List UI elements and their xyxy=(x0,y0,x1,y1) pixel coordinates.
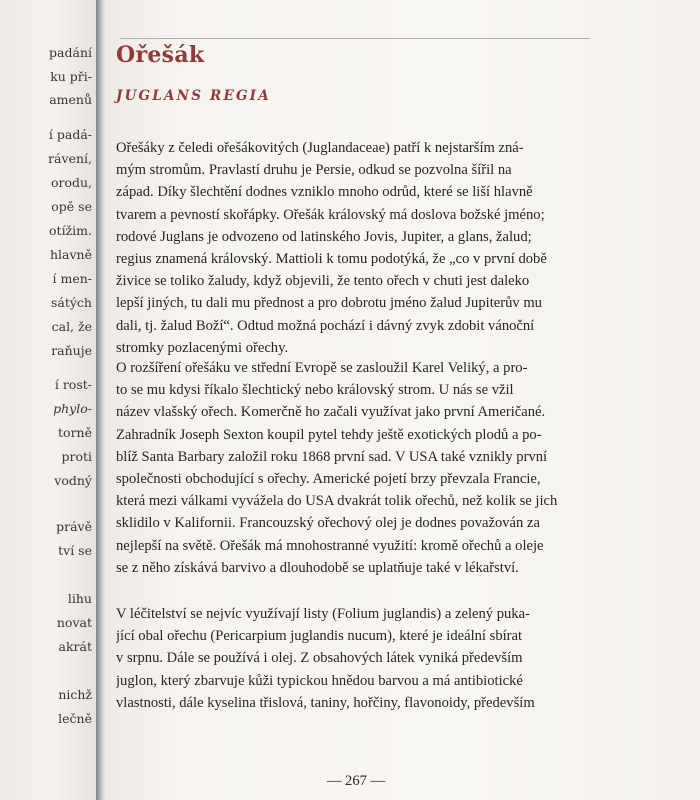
left-page-line: orodu, xyxy=(50,175,92,190)
left-page-line: í padá- xyxy=(48,127,92,142)
right-page xyxy=(106,0,700,800)
left-page-line: otížim. xyxy=(49,223,92,238)
text-line: juglon, který zbarvuje kůži typickou hnědou barvou a má antibiotické xyxy=(116,672,523,689)
latin-name: JUGLANS REGIA xyxy=(116,88,271,104)
left-page-line: hlavně xyxy=(49,247,92,262)
paragraph-1 xyxy=(116,137,586,359)
text-line: jící obal ořechu (Pericarpium juglandis nucum), které je ideální sbírat xyxy=(116,628,523,645)
left-page-line: právě xyxy=(56,519,92,534)
text-line: lepší jiných, tu dali mu přednost a pro dobrotu jméno žalud Jupiterův mu xyxy=(116,295,542,312)
left-page-line: í men- xyxy=(52,271,92,286)
left-page-line: phylo- xyxy=(53,401,92,416)
header-rule xyxy=(120,38,590,39)
paragraph-3 xyxy=(116,603,586,714)
text-line: V léčitelství se nejvíc využívají listy (Folium juglandis) a zelený puka- xyxy=(116,606,530,622)
page-title: Ořešák xyxy=(116,42,205,68)
left-page-line: vodný xyxy=(54,473,92,488)
left-page-line: raňuje xyxy=(51,343,92,358)
left-page-line: ku při- xyxy=(50,69,92,84)
text-line: živice se toliko žaludy, když objevili, že tento ořech v chuti jest daleko xyxy=(116,273,530,290)
text-line: Zahradník Joseph Sexton koupil pytel tehdy ještě exotických plodů a po- xyxy=(116,426,542,443)
text-line: O rozšíření ořešáku ve střední Evropě se zasloužil Karel Veliký, a pro- xyxy=(116,360,528,376)
left-page-line: lihu xyxy=(67,591,92,606)
left-page-line: cal, že xyxy=(51,319,92,334)
page-number: — 267 — xyxy=(326,773,386,789)
text-line: v srpnu. Dále se používá i olej. Z obsahových látek vyniká především xyxy=(116,650,523,667)
text-line: se z něho získává barvivo a dlouhodobě se uplatňuje také v lékařství. xyxy=(116,559,519,576)
left-page-line: nichž xyxy=(58,687,92,702)
paragraph-2 xyxy=(116,357,586,579)
left-page-line: tví se xyxy=(58,543,92,558)
book-gutter xyxy=(96,0,106,800)
text-line: mým stromům. Pravlastí druhu je Persie, odkud se pozvolna šířil na xyxy=(116,162,512,179)
left-page-line: lečně xyxy=(58,711,92,726)
left-page-edge xyxy=(0,0,96,800)
left-page-line: akrát xyxy=(58,639,92,654)
text-line: blíž Santa Barbary založil roku 1868 první sad. V USA také vznikly první xyxy=(116,448,548,465)
text-line: společnosti obchodující s ořechy. Americké pojetí brzy převzala Francie, xyxy=(116,471,541,488)
text-line: tvarem a pevností skořápky. Ořešák královský má doslova božské jméno; xyxy=(116,206,545,223)
text-line: sklidilo v Kalifornii. Francouzský ořechový olej je dodnes považován za xyxy=(116,515,540,532)
left-page-line: amenů xyxy=(49,92,92,107)
left-page-line: opě se xyxy=(51,199,92,214)
text-line: název vlašský ořech. Komerčně ho začali využívat jako první Američané. xyxy=(116,404,546,421)
left-page-line: í rost- xyxy=(54,377,92,392)
left-page-line: torně xyxy=(58,425,92,440)
left-page-line: padání xyxy=(49,45,92,60)
left-page-line: novat xyxy=(56,615,92,630)
left-page-line: sátých xyxy=(50,295,92,310)
text-line: rodové Juglans je odvozeno od latinského Jovis, Jupiter, a glans, žalud; xyxy=(116,228,532,245)
left-page-line: proti xyxy=(61,449,92,464)
text-line: dali, tj. žalud Boží“. Odtud možná pochází i dávný zvyk zdobit vánoční xyxy=(116,317,535,334)
text-line: nejlepší na světě. Ořešák má mnohostranné využití: kromě ořechů a oleje xyxy=(116,537,544,554)
text-line: západ. Díky šlechtění dodnes vzniklo mnoho odrůd, které se liší hlavně xyxy=(116,184,533,201)
text-line: Ořešáky z čeledi ořešákovitých (Juglandaceae) patří k nejstarším zná- xyxy=(116,140,524,156)
left-page-line: rávení, xyxy=(48,151,92,166)
text-line: vlastnosti, dále kyselina třislová, taniny, hořčiny, flavonoidy, především xyxy=(116,694,535,711)
text-line: to se mu kdysi říkalo šlechtický nebo královský strom. U nás se vžil xyxy=(116,382,514,399)
text-line: regius znamená královský. Mattioli k tomu podotýká, že „co v první době xyxy=(116,251,547,268)
text-line: stromky pozlacenými ořechy. xyxy=(116,339,289,356)
text-line: která mezi válkami vyvážela do USA dvakrát tolik ořechů, než kolik se jich xyxy=(116,493,558,510)
